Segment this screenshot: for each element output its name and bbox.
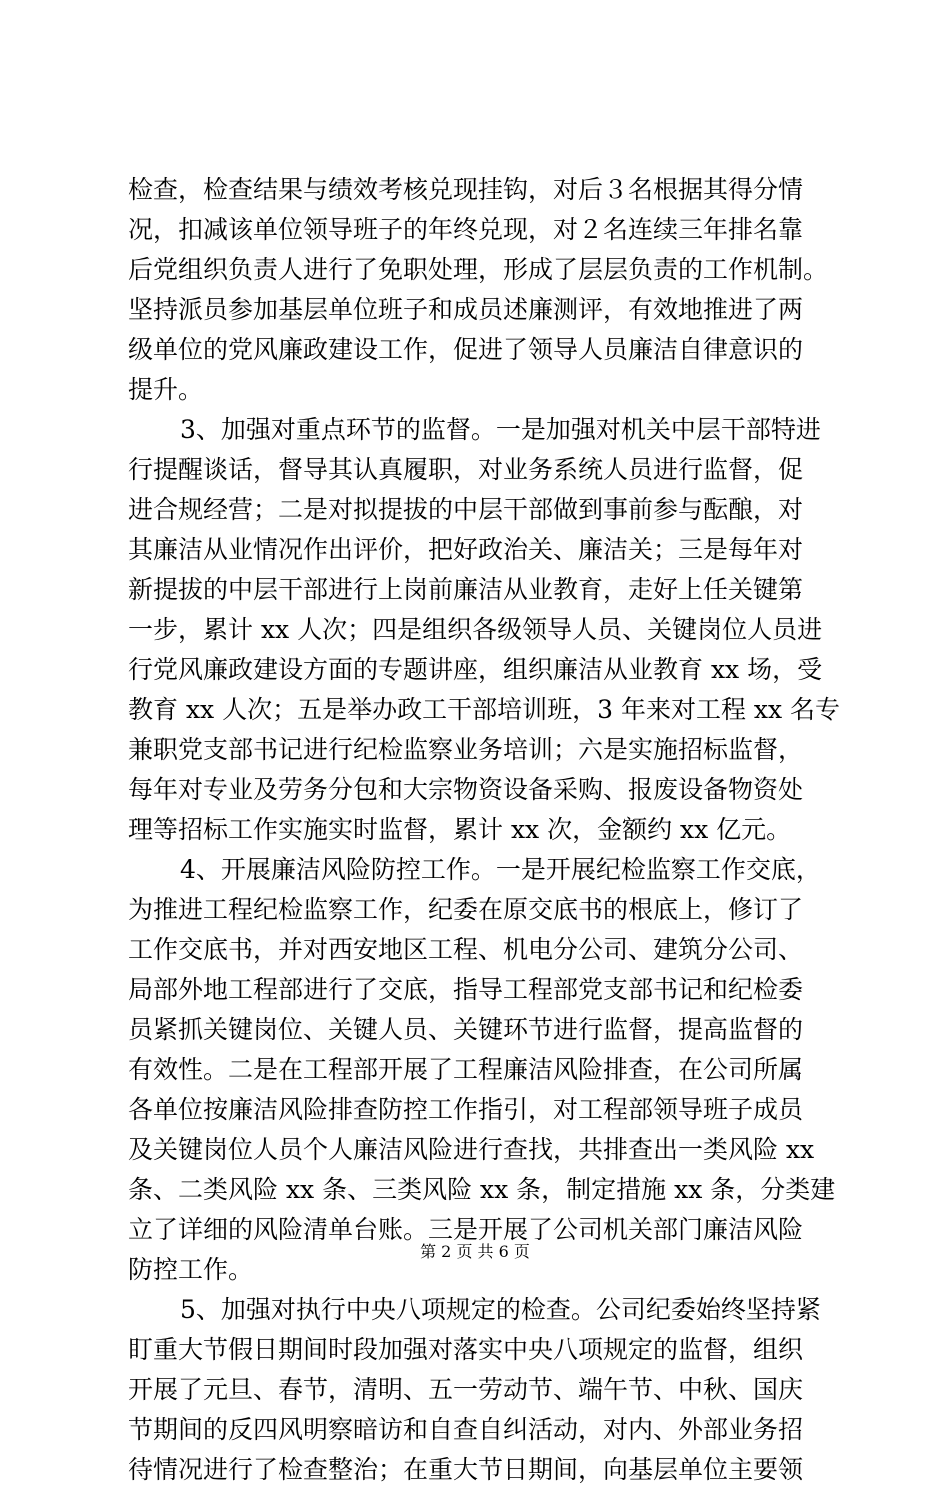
text-line: 4、开展廉洁风险防控工作。一是开展纪检监察工作交底，	[180, 855, 821, 884]
text-line: 有效性。二是在工程部开展了工程廉洁风险排查，在公司所属	[128, 1055, 804, 1084]
text-line: 待情况进行了检查整治；在重大节日期间，向基层单位主要领	[128, 1455, 804, 1484]
text-line: 员紧抓关键岗位、关键人员、关键环节进行监督，提高监督的	[128, 1015, 804, 1044]
text-line: 及关键岗位人员个人廉洁风险进行查找，共排查出一类风险 xx	[128, 1135, 815, 1164]
text-line: 后党组织负责人进行了免职处理，形成了层层负责的工作机制。	[128, 255, 829, 284]
page-footer: 第 2 页 共 6 页	[420, 1242, 530, 1261]
body-text	[128, 170, 848, 1490]
text-line: 为推进工程纪检监察工作，纪委在原交底书的根底上，修订了	[128, 895, 804, 924]
text-line: 节期间的反四风明察暗访和自查自纠活动，对内、外部业务招	[128, 1415, 804, 1444]
text-line: 行提醒谈话，督导其认真履职，对业务系统人员进行监督，促	[128, 455, 804, 484]
text-line: 检查，检查结果与绩效考核兑现挂钩，对后３名根据其得分情	[128, 175, 804, 204]
text-line: 兼职党支部书记进行纪检监察业务培训；六是实施招标监督，	[128, 735, 804, 764]
text-line: 立了详细的风险清单台账。三是开展了公司机关部门廉洁风险	[128, 1215, 804, 1244]
text-line: 一步，累计 xx 人次；四是组织各级领导人员、关键岗位人员进	[128, 615, 823, 644]
text-line: 其廉洁从业情况作出评价，把好政治关、廉洁关；三是每年对	[128, 535, 804, 564]
text-line: 坚持派员参加基层单位班子和成员述廉测评，有效地推进了两	[128, 295, 804, 324]
text-line: 教育 xx 人次；五是举办政工干部培训班，3 年来对工程 xx 名专	[128, 695, 841, 724]
text-line: 况，扣减该单位领导班子的年终兑现，对２名连续三年排名靠	[128, 215, 804, 244]
text-line: 提升。	[128, 375, 204, 404]
text-line: 各单位按廉洁风险排查防控工作指引，对工程部领导班子成员	[128, 1095, 804, 1124]
text-line: 进合规经营；二是对拟提拔的中层干部做到事前参与酝酿，对	[128, 495, 804, 524]
text-line: 级单位的党风廉政建设工作，促进了领导人员廉洁自律意识的	[128, 335, 804, 364]
text-line: 每年对专业及劳务分包和大宗物资设备采购、报废设备物资处	[128, 775, 804, 804]
text-line: 盯重大节假日期间时段加强对落实中央八项规定的监督，组织	[128, 1335, 804, 1364]
text-line: 防控工作。	[128, 1255, 254, 1284]
text-line: 行党风廉政建设方面的专题讲座，组织廉洁从业教育 xx 场，受	[128, 655, 823, 684]
text-line: 5、加强对执行中央八项规定的检查。公司纪委始终坚持紧	[180, 1295, 821, 1324]
text-line: 3、加强对重点环节的监督。一是加强对机关中层干部特进	[180, 415, 821, 444]
text-line: 开展了元旦、春节，清明、五一劳动节、端午节、中秋、国庆	[128, 1375, 804, 1404]
text-line: 条、二类风险 xx 条、三类风险 xx 条，制定措施 xx 条，分类建	[128, 1175, 836, 1204]
text-line: 工作交底书，并对西安地区工程、机电分公司、建筑分公司、	[128, 935, 804, 964]
text-line: 理等招标工作实施实时监督，累计 xx 次，金额约 xx 亿元。	[128, 815, 792, 844]
text-line: 新提拔的中层干部进行上岗前廉洁从业教育，走好上任关键第	[128, 575, 804, 604]
text-line: 局部外地工程部进行了交底，指导工程部党支部书记和纪检委	[128, 975, 804, 1004]
